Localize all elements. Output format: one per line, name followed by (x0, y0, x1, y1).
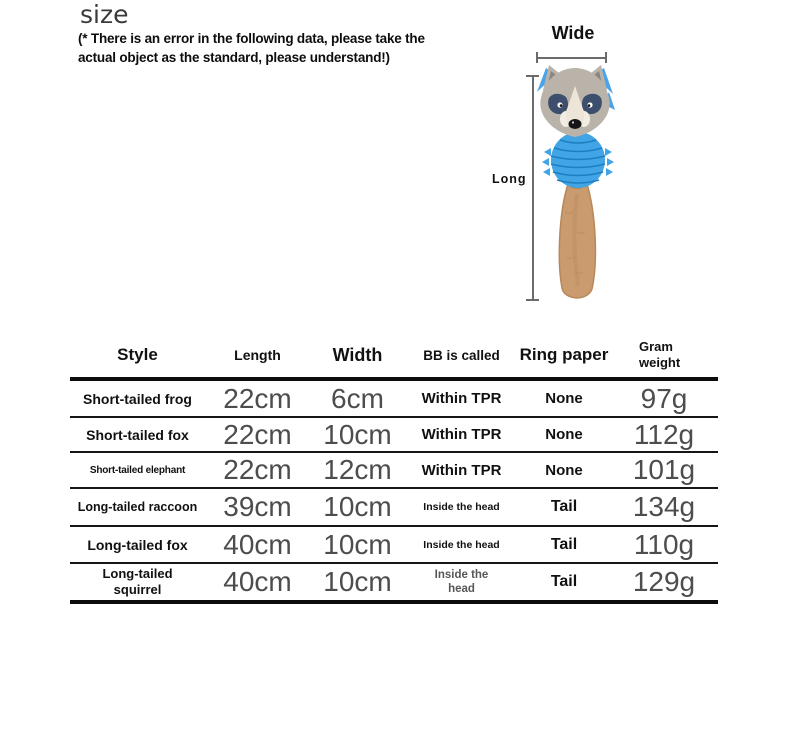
header-ring-paper: Ring paper (519, 345, 609, 364)
row-weight: 110g (633, 528, 695, 560)
table-row (70, 564, 718, 604)
row-bb: Inside the head (423, 501, 500, 513)
row-style: Short-tailed fox (86, 426, 189, 443)
row-width: 6cm (331, 382, 384, 414)
row-width: 10cm (323, 528, 392, 560)
row-style: Short-tailed frog (83, 390, 192, 407)
row-weight: 134g (632, 491, 696, 522)
header-style: Style (117, 345, 158, 364)
row-style: Long-tailed fox (87, 536, 188, 553)
long-measure-line (532, 75, 534, 301)
row-bb: Inside the head (423, 538, 500, 551)
wide-measure-line (536, 57, 607, 59)
row-ring: None (545, 426, 583, 443)
row-style: Long-tailed raccoon (77, 500, 198, 514)
table-row (70, 381, 718, 418)
row-weight: 97g (640, 382, 688, 414)
row-width: 10cm (323, 566, 392, 597)
toy-nose (569, 119, 582, 129)
row-length: 40cm (223, 528, 292, 560)
row-weight: 112g (633, 418, 695, 450)
raccoon-toy-illustration (535, 62, 625, 307)
data-disclaimer: (* There is an error in the following data, please take the actual object as the standard, please understand!) (78, 31, 425, 65)
wide-dimension-label: Wide (551, 23, 595, 43)
row-bb: Inside the head (434, 568, 489, 595)
toy-tpr-barrel (542, 132, 614, 188)
size-table-header (70, 333, 718, 381)
table-row (70, 453, 718, 489)
row-ring: None (545, 390, 583, 407)
row-bb: Within TPR (421, 426, 502, 443)
toy-raccoon-head (537, 65, 615, 137)
row-length: 22cm (223, 454, 292, 485)
row-weight: 101g (632, 454, 696, 485)
long-dimension-label: Long (492, 172, 527, 186)
row-width: 12cm (323, 454, 392, 485)
row-length: 22cm (223, 382, 292, 414)
row-width: 10cm (323, 491, 392, 522)
table-row (70, 418, 718, 453)
row-style: Short-tailed elephant (89, 464, 186, 476)
table-row (70, 489, 718, 527)
row-ring: Tail (550, 535, 578, 553)
row-length: 39cm (223, 491, 292, 522)
row-bb: Within TPR (421, 461, 502, 479)
header-bb-is-called: BB is called (423, 347, 500, 363)
row-width: 10cm (323, 418, 392, 450)
header-length: Length (234, 347, 281, 363)
row-ring: Tail (550, 573, 578, 590)
row-weight: 129g (632, 566, 696, 597)
toy-measurement-figure (480, 20, 720, 320)
row-style: Long-tailed squirrel (102, 566, 173, 597)
header-gram-weight: Gram weight (639, 338, 681, 370)
row-ring: Tail (550, 498, 578, 515)
page-title: size (80, 0, 129, 29)
header-width: Width (332, 344, 383, 365)
table-row (70, 527, 718, 564)
row-length: 22cm (223, 418, 292, 450)
row-ring: None (545, 461, 583, 479)
size-table (70, 333, 718, 604)
row-length: 40cm (223, 566, 292, 597)
row-bb: Within TPR (421, 390, 502, 407)
